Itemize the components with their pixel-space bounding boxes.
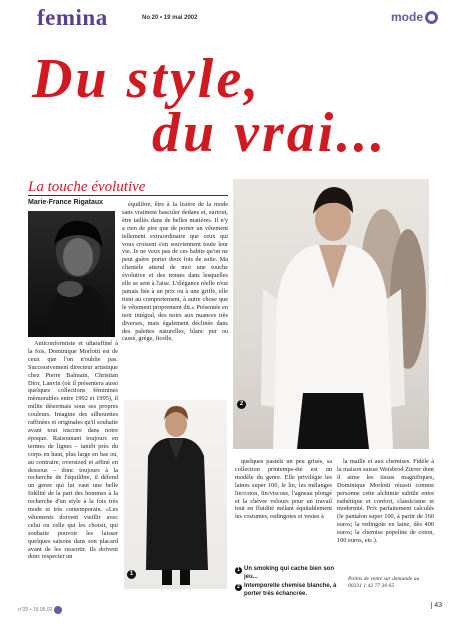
headline-line-1: Du style, xyxy=(32,48,262,110)
article-kicker: La touche évolutive xyxy=(28,179,146,195)
headline-line-2: du vrai... xyxy=(152,102,388,164)
article-column-3 xyxy=(235,458,332,563)
article-text-col4: la maille et aux chemises. Fidèle à la maison suisse Weisbrod Zürrer dont il aime les tissus magnifiques, Dominique Morlotti réussit comme personne cette alchimie subtile entre esthétique et confort, classicisme et modernité. Prix parfaitement calculés (le pantalon super 100, à partir de 160 euros; la redingote en laine, dès 400 euros; la chemise popeline de coton, 100 euros, etc.). xyxy=(337,458,434,545)
model-figure xyxy=(233,179,429,449)
article-column-4 xyxy=(337,458,434,570)
photo-badge-1: 1 xyxy=(127,570,136,579)
page-number: 43 xyxy=(431,602,442,609)
article-byline: Marie-France Rigataux xyxy=(28,199,104,206)
article-text-col1: Anticonformiste et ultaraffiné à la fois, Dominique Morlotti est de ceux que l'on n'oublie pas. Successivement directeur artistique chez Pierre Balmain, Christian Dior, Lanvin (où il présentera aussi quelques collections féminines mémorables entre 1992 et 1995), il milite désormais sous ses propres couleurs. Imagine des silhouettes raffinées et originales qu'il souhaite avant tout inscrire dans notre époque. Raisonnant toujours en termes de lignes – tantôt près du corps en haut, plus large en bas ou, au contraire, oversized et affiné en dessous – donc toujours à la recherche de l'équilibre, il défend un genre qui lui vaut une belle fidélité de la part des hommes à la recherche d'un style à la fois très mode et très contemporain. «Les vêtements doivent vieillir avec celui ou celle qui les choisit, qui souhaite pouvoir les laisser quelques saisons dans son placard avant de les ressortir. Ils doivent donc respecter un xyxy=(28,340,118,561)
black-coat-model-photo xyxy=(124,400,227,589)
circle-logo-icon xyxy=(54,606,62,614)
caption-text: Un smoking qui cache bien son jeu... xyxy=(244,566,335,580)
caption-number: 2 xyxy=(235,584,242,591)
magazine-header xyxy=(0,0,454,30)
kicker-rule xyxy=(28,195,228,196)
issue-date: No 20 • 19 mai 2002 xyxy=(142,15,198,21)
footer-issue: n°20 • 19.05.02 xyxy=(18,607,53,613)
portrait-figure xyxy=(28,211,115,337)
white-shirt-model-photo xyxy=(233,179,429,449)
article-text-col3: quelques pastels un peu grisés, sa collection printemps-été est un modèle du genre. Elle privilégie les laines super 100, le lin, les mélanges lin/coton, lin/viscose, l'agneau plongé et la chèvre velours pour un travail tout en fluidité mélant équitablement les costumes, redingotes et vestes à xyxy=(235,458,332,521)
sales-note: Points de vente sur demande au 00331 1 42 77 30 65 xyxy=(348,576,420,589)
magazine-logo: femina xyxy=(37,5,108,30)
section-name: mode xyxy=(390,10,423,24)
section-label xyxy=(391,10,438,24)
caption-item xyxy=(235,566,347,581)
photo-captions xyxy=(235,566,347,600)
page-headline xyxy=(32,48,442,164)
article-text-col2: équilibre, être à la lisière de la mode sans vraiment basculer dedans et, surtout, être taillés dans de belles matières. Il n'y a rien de pire que de porter un vêtement tellement extraordinaire que ceux qui vous croisent s'en souviennent toute leur vie. Je ne veux pas de ces habits qu'on ne peut guère porter deux fois de suite. Ma clientèle attend de moi une touche évolutive et des tenues dans lesquelles elle se sent à l'aise. L'élégance réelle n'est jamais liée à un prix ou à une griffe, elle tient au comportement, à autre chose que le vêtement proprement dit.» Présentée en noir intégral, des noirs aux nuances très diverses, mais également déclinée dans des palettes naturelles, blanc pur ou cassé, grège, ficelle, xyxy=(122,201,228,343)
article-column-1 xyxy=(28,340,118,610)
photo-badge-2: 2 xyxy=(237,400,246,409)
footer-left xyxy=(18,606,62,614)
coat-figure xyxy=(124,400,227,589)
designer-portrait-photo xyxy=(28,211,115,337)
circle-logo-icon xyxy=(425,11,438,24)
caption-number: 1 xyxy=(235,567,242,574)
caption-item xyxy=(235,583,347,598)
article-column-2 xyxy=(122,201,228,396)
caption-text: Intemporelle chemise blanche, à porter très échancrée. xyxy=(244,583,337,597)
